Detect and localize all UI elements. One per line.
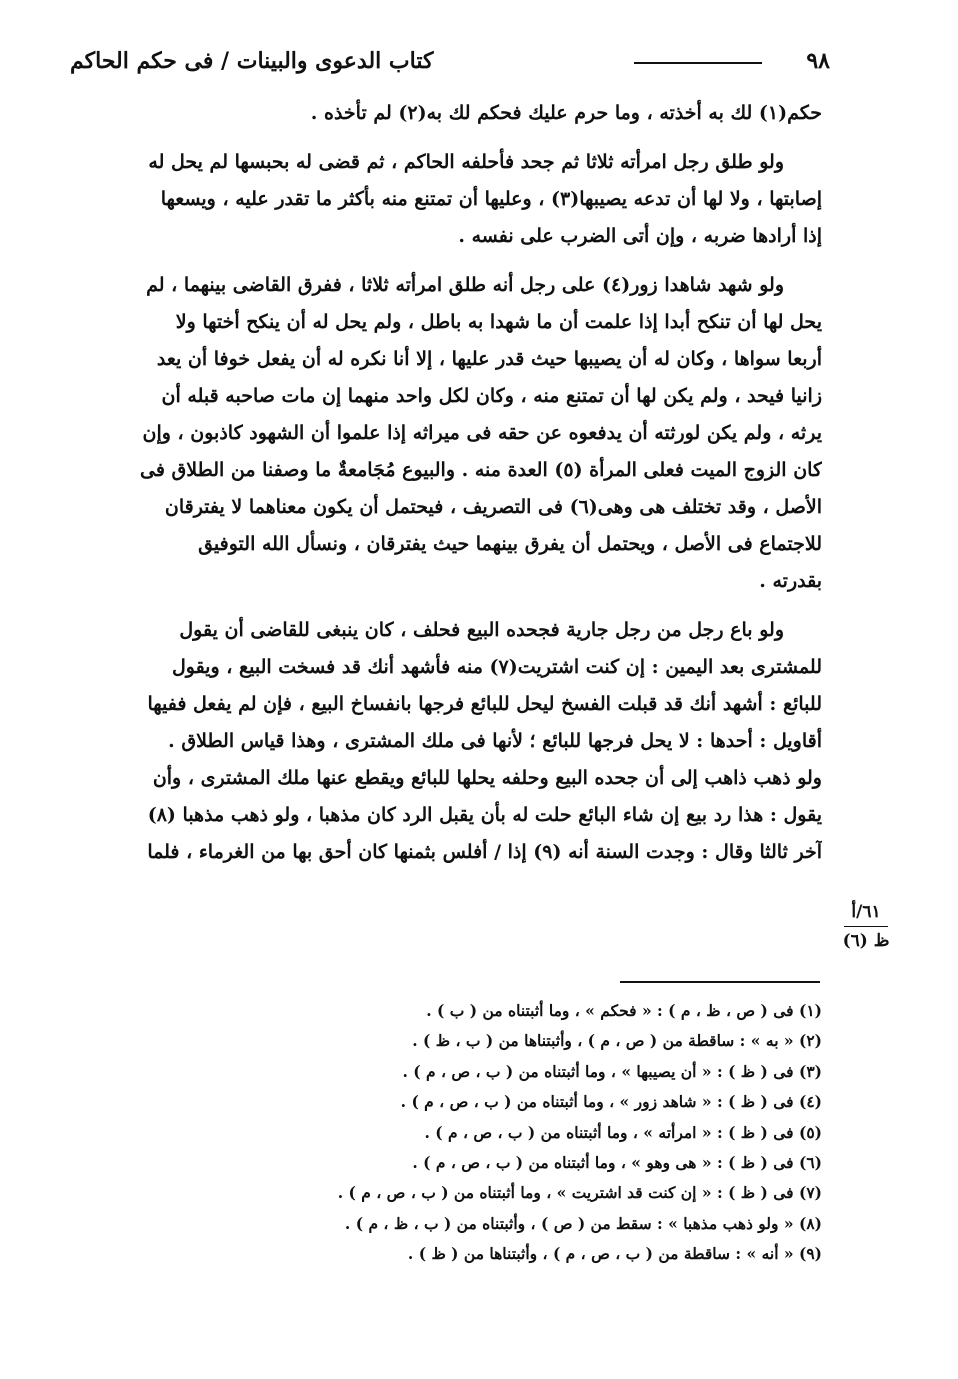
footnote: (٩) « أنه » : ساقطة من ( ب ، ص ، م ) ، وأثبتناها من ( ظ ) . <box>407 1244 822 1264</box>
text-line: يرثه ، ولم يكن لورثته أن يدفعوه عن حقه فى ميراثه إذا علموا أن الشهود كاذبون ، وإن <box>142 422 822 444</box>
text-line: يحل لها أن تنكح أبدا إذا علمت أن ما شهدا به باطل ، ولم يحل له أن ينكح أختها ولا <box>175 311 822 333</box>
text-line: الأصل ، وقد تختلف هى وهى(٦) فى التصريف ، فيحتمل أن يكون معناهما لا يفترقان <box>164 496 822 518</box>
manuscript-reference: ظ (٦) <box>842 931 890 951</box>
text-line: للمشترى بعد اليمين : إن كنت اشتريت(٧) منه فأشهد أنك قد فسخت البيع ، ويقول <box>171 656 822 678</box>
footnote: (١) فى ( ص ، ظ ، م ) : « فحكم » ، وما أثبتناه من ( ب ) . <box>426 1001 822 1020</box>
text-line: بقدرته . <box>759 570 822 592</box>
paragraph-gap <box>70 600 822 612</box>
text-line: ولو طلق رجل امرأته ثلاثا ثم جحد فأحلفه الحاكم ، ثم قضى له بحبسها لم يحل له <box>148 151 784 173</box>
footnote: (٥) فى ( ظ ) : « امرأته » ، وما أثبتناه من ( ب ، ص ، م ) . <box>424 1122 822 1142</box>
footnote: (٦) فى ( ظ ) : « هى وهو » ، وما أثبتناه من ( ب ، ص ، م ) . <box>412 1152 822 1172</box>
text-line: إصابتها ، ولا لها أن تدعه يصيبها(٣) ، وعليها أن تمتنع منه بأكثر ما تقدر عليه ، ويسعها <box>160 188 822 210</box>
footnote: (٤) فى ( ظ ) : « شاهد زور » ، وما أثبتناه من ( ب ، ص ، م ) . <box>400 1092 822 1112</box>
folio-reference: ٦١/أ <box>851 902 881 922</box>
footnote: (٧) فى ( ظ ) : « إن كنت قد اشتريت » ، وما أثبتناه من ( ب ، ص ، م ) . <box>337 1183 822 1203</box>
margin-folio-note <box>842 902 890 951</box>
main-text <box>70 95 822 871</box>
text-line: أربعا سواها ، وكان له أن يصيبها حيث قدر عليها ، إلا أنا نكره له أن يفعل خوفا أن يعد <box>156 348 822 370</box>
text-line: إذا أرادها ضربه ، وإن أتى الضرب على نفسه . <box>458 225 822 247</box>
paragraph-gap <box>70 132 822 144</box>
page-header <box>70 48 830 78</box>
text-line: للبائع : أشهد أنك قد قبلت الفسخ ليحل للبائع فرجها بانفساخ البيع ، فإن لم يفعل ففيها <box>147 693 822 715</box>
page-number: ٩٨ <box>806 48 830 74</box>
text-line: آخر ثالثا وقال : وجدت السنة أنه (٩) إذا / أفلس بثمنها كان أحق بها من الغرماء ، فلما <box>147 841 822 863</box>
text-line: يقول : هذا رد بيع إن شاء البائع حلت له بأن يقبل الرد كان مذهبا ، ولو ذهب مذهبا (٨) <box>147 804 822 826</box>
text-line: حكم(١) لك به أخذته ، وما حرم عليك فحكم لك به(٢) لم تأخذه . <box>310 102 822 124</box>
text-line: ولو ذهب ذاهب إلى أن جحده البيع وحلفه يحلها للبائع ويقطع عنها ملك المشترى ، وأن <box>152 767 822 789</box>
text-line: ولو شهد شاهدا زور(٤) على رجل أنه طلق امرأته ثلاثا ، ففرق القاضى بينهما ، لم <box>146 274 784 296</box>
footnote: (٨) « ولو ذهب مذهبا » : سقط من ( ص ) ، وأثبتناه من ( ب ، ظ ، م ) . <box>344 1213 822 1233</box>
text-line: للاجتماع فى الأصل ، ويحتمل أن يفرق بينهما حيث يفترقان ، ونسأل الله التوفيق <box>198 533 822 555</box>
footnote: (٣) فى ( ظ ) : « أن يصيبها » ، وما أثبتناه من ( ب ، ص ، م ) . <box>402 1061 822 1081</box>
margin-rule <box>844 926 888 927</box>
header-rule <box>634 62 762 64</box>
text-line: زانيا فيحد ، ولم يكن لها أن تمتنع منه ، وكان لكل واحد منهما إن مات صاحبه قبله أن <box>161 385 822 407</box>
paragraph-gap <box>70 255 822 267</box>
text-line: أقاويل : أحدها : لا يحل فرجها للبائع ؛ لأنها فى ملك المشترى ، وهذا قياس الطلاق . <box>168 730 822 752</box>
footnotes <box>300 996 822 1270</box>
text-line: كان الزوج الميت فعلى المرأة (٥) العدة منه . والبيوع مُجَامعةٌ ما وصفنا من الطلاق فى <box>140 459 822 481</box>
footnote: (٢) « به » : ساقطة من ( ص ، م ) ، وأثبتناها من ( ب ، ظ ) . <box>412 1031 822 1051</box>
running-title: كتاب الدعوى والبينات / فى حكم الحاكم <box>70 48 434 74</box>
footnote-separator <box>620 981 820 983</box>
text-line: ولو باع رجل من رجل جارية فجحده البيع فحلف ، كان ينبغى للقاضى أن يقول <box>179 619 784 641</box>
